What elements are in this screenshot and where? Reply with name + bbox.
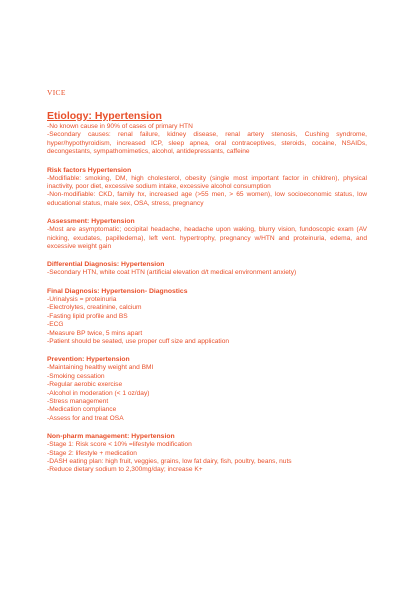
section-title: Risk factors Hypertension: [47, 166, 132, 174]
section-line: -Fasting lipid profile and BS: [47, 312, 128, 320]
section-title: Final Diagnosis: Hypertension- Diagnostics: [47, 287, 188, 295]
section-line: -Regular aerobic exercise: [47, 381, 123, 389]
section-line: -Stress management: [47, 397, 109, 405]
section-line: -Non-modifiable: CKD, family hx, increased age (>55 men, > 65 women), low socioeconomic status, low educational status, male sex, OSA, stress, pregnancy: [47, 191, 367, 207]
section-line: -Most are asymptomatic; occipital headache, headache upon waking, blurry vision, fundoscopic exam (AV nicking, exudates, papilledema), left vent. hypertrophy, pregnancy w/HTN and proteinuria, edema, and excessive weight gain: [47, 226, 367, 251]
document-page: [47, 88, 367, 484]
section-title: Assessment: Hypertension: [47, 218, 135, 226]
differential-diagnosis-section: [47, 260, 367, 277]
section-line: -Electrolytes, creatinine, calcium: [47, 304, 142, 312]
prevention-section: [47, 355, 367, 423]
section-line: -Stage 2: lifestyle + medication: [47, 449, 137, 457]
section-line: -Maintaining healthy weight and BMI: [47, 364, 154, 372]
section-line: -Assess for and treat OSA: [47, 414, 124, 422]
non-pharm-management-section: [47, 432, 367, 475]
risk-factors-section: [47, 166, 367, 209]
section-line: -Smoking cessation: [47, 372, 105, 380]
section-line: -DASH eating plan: high fruit, veggies, grains, low fat dairy, fish, poultry, beans, nuts: [47, 457, 292, 465]
section-line: -ECG: [47, 321, 64, 329]
section-line: -Modifiable: smoking, DM, high cholesterol, obesity (single most important factor in children), physical inactivity, poor diet, excessive sodium intake, excessive alcohol consumption: [47, 174, 367, 191]
section-line: -Reduce dietary sodium to 2,300mg/day; increase K+: [47, 466, 203, 474]
section-line: -Alcohol in moderation (< 1 oz/day): [47, 389, 150, 397]
header-tag: VICE: [47, 88, 66, 97]
etiology-line: -No known cause in 90% of cases of primary HTN: [47, 123, 193, 130]
etiology-section: [47, 110, 367, 157]
document-title: Etiology: Hypertension: [47, 110, 162, 122]
etiology-line: -Secondary causes: renal failure, kidney disease, renal artery stenosis, Cushing syndrome, hyper/hypothyroidism, increased ICP, sleep apnea, oral contraceptives, steroids, cocaine, NSAIDs, decongestants, sympathomimetics, alcohol, antidepressants, caffeine: [47, 131, 367, 156]
section-line: -Secondary HTN, white coat HTN (artificial elevation d/t medical environment anxiety): [47, 269, 297, 277]
final-diagnosis-section: [47, 287, 367, 346]
section-title: Non-pharm management: Hypertension: [47, 433, 175, 441]
section-line: -Urinalysis = proteinuria: [47, 295, 117, 303]
section-line: -Measure BP twice, 5 mins apart: [47, 329, 143, 337]
section-line: -Stage 1: Risk score < 10% =lifestyle modification: [47, 441, 192, 449]
section-line: -Patient should be seated, use proper cuff size and application: [47, 337, 230, 345]
section-title: Differential Diagnosis: Hypertension: [47, 261, 165, 269]
assessment-section: [47, 217, 367, 251]
section-title: Prevention: Hypertension: [47, 356, 130, 364]
section-line: -Medication compliance: [47, 406, 117, 414]
